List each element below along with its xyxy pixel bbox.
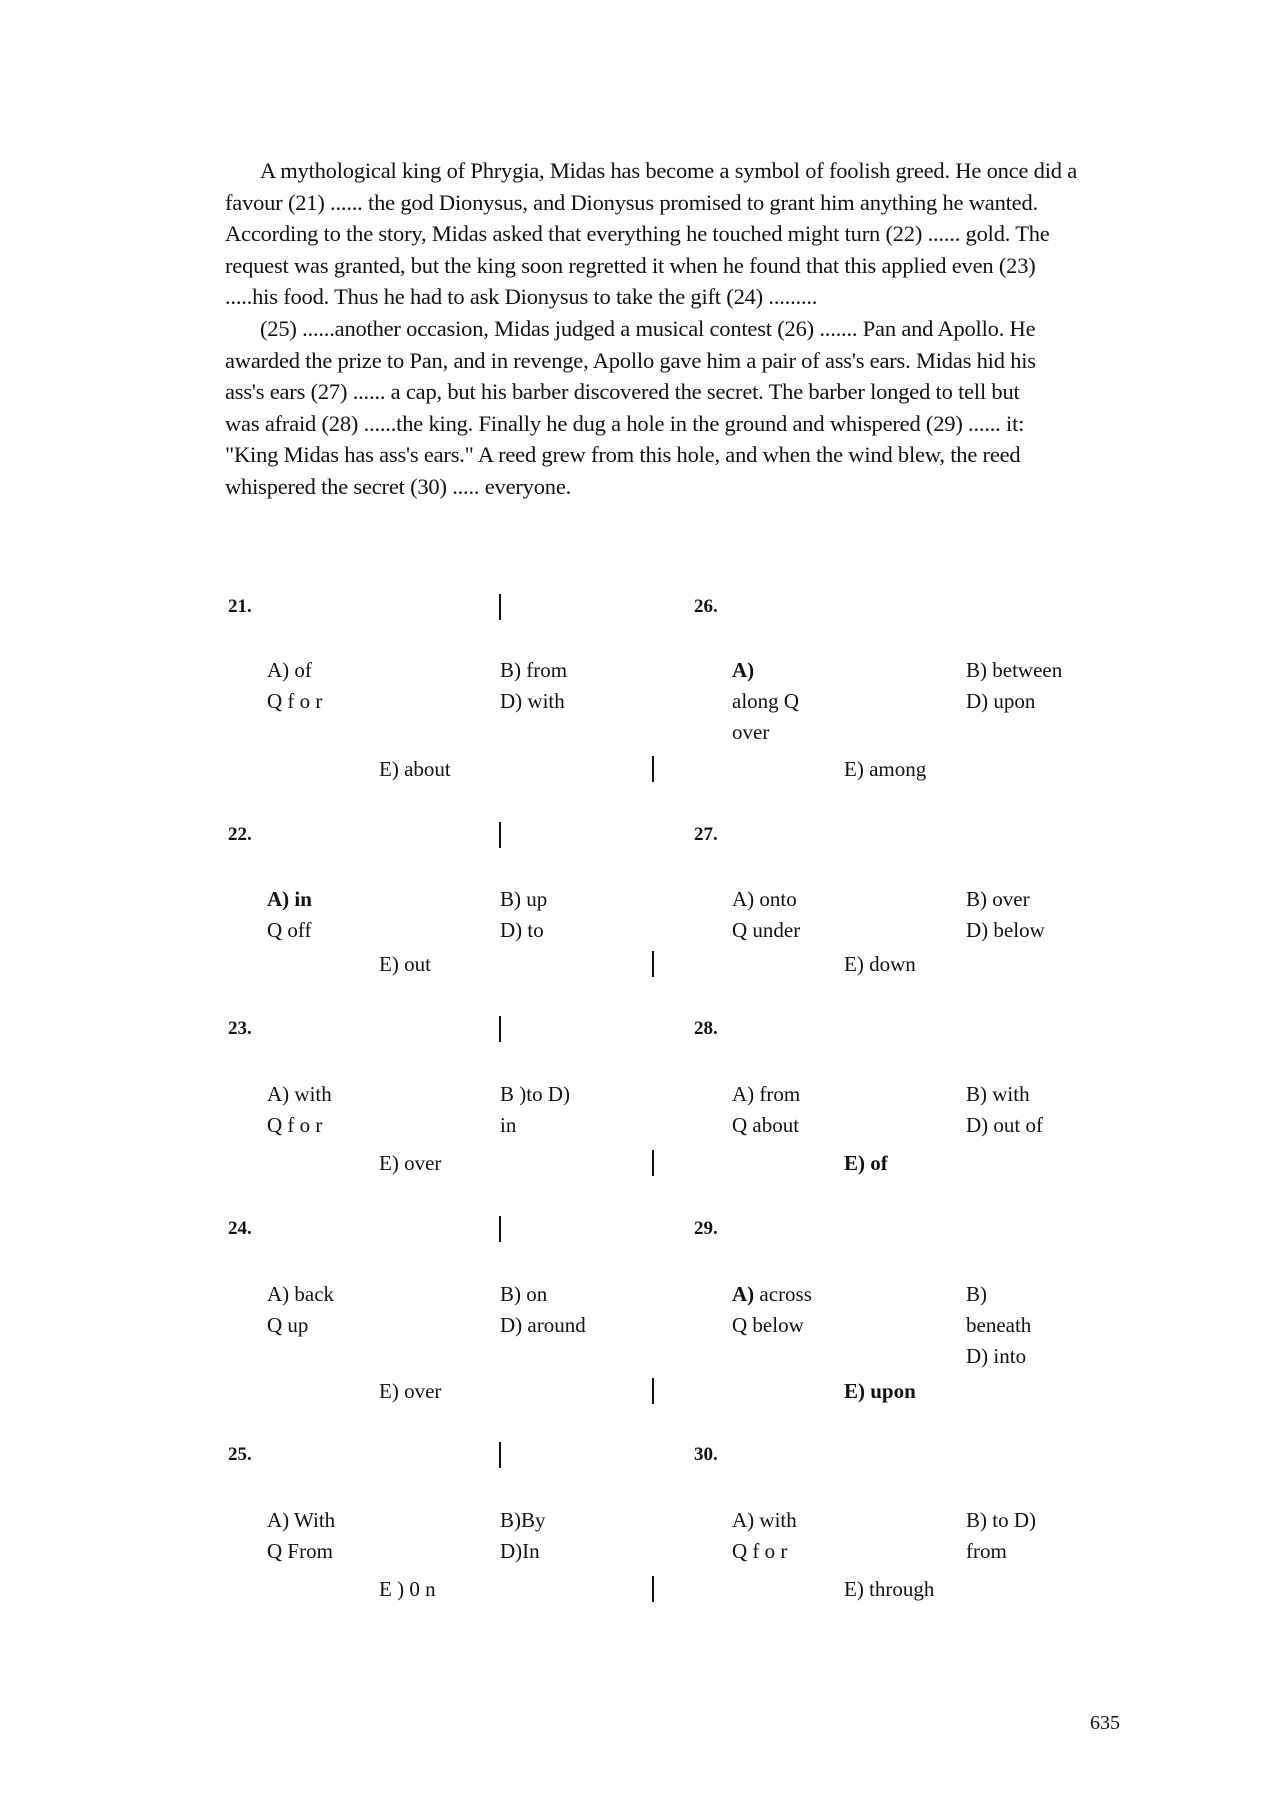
option-text: A) from bbox=[732, 1082, 801, 1106]
question-number: 25. bbox=[228, 1444, 252, 1465]
option-b-line bbox=[966, 1282, 987, 1306]
option-text: Q From bbox=[267, 1539, 333, 1563]
option-text: A) with bbox=[732, 1508, 797, 1532]
option-a-line bbox=[732, 1282, 812, 1306]
passage-line: .....his food. Thus he had to ask Dionysus to take the gift (24) ......... bbox=[225, 284, 818, 310]
option-b-line bbox=[966, 887, 1030, 911]
option-text: B) up bbox=[500, 887, 548, 911]
column-divider bbox=[499, 594, 501, 620]
option-text: E ) 0 n bbox=[379, 1577, 436, 1601]
passage-line: ass's ears (27) ...... a cap, but his barber discovered the secret. The barber longed to tell but bbox=[225, 379, 1020, 405]
answer-bold: E) upon bbox=[844, 1379, 916, 1403]
option-text: D) out of bbox=[966, 1113, 1043, 1137]
option-a-line bbox=[732, 658, 754, 682]
option-text: Q up bbox=[267, 1313, 309, 1337]
option-text: B) between bbox=[966, 658, 1063, 682]
answer-bold: A) bbox=[732, 1282, 755, 1306]
passage-line: whispered the secret (30) ..... everyone. bbox=[225, 473, 572, 499]
passage-line: "King Midas has ass's ears." A reed grew from this hole, and when the wind blew, the reed bbox=[225, 442, 1021, 468]
option-b-line bbox=[966, 918, 1045, 942]
option-e bbox=[379, 1151, 441, 1175]
option-b-line bbox=[966, 1113, 1043, 1137]
option-text: Q off bbox=[267, 918, 312, 942]
option-text: E) down bbox=[844, 952, 916, 976]
column-divider bbox=[652, 1378, 654, 1404]
option-e bbox=[844, 1379, 916, 1403]
passage-line: request was granted, but the king soon regretted it when he found that this applied even (23) bbox=[225, 252, 1036, 278]
passage-line: was afraid (28) ......the king. Finally he dug a hole in the ground and whispered (29) ...... it: bbox=[225, 410, 1025, 436]
question-number: 28. bbox=[694, 1018, 718, 1039]
option-a-line bbox=[732, 1082, 800, 1106]
column-divider bbox=[652, 756, 654, 782]
option-a-line bbox=[267, 658, 312, 682]
option-text: B) over bbox=[966, 887, 1030, 911]
option-e bbox=[379, 952, 431, 976]
option-b-line bbox=[500, 1282, 547, 1306]
column-divider bbox=[499, 822, 501, 848]
question-number: 30. bbox=[694, 1444, 718, 1465]
option-a-line bbox=[267, 1539, 333, 1563]
option-a-line bbox=[267, 1508, 335, 1532]
column-divider bbox=[499, 1442, 501, 1468]
option-text: Q below bbox=[732, 1313, 804, 1337]
option-a-line bbox=[732, 1313, 804, 1337]
option-e bbox=[379, 1577, 436, 1601]
option-b-line bbox=[500, 1508, 546, 1532]
option-text: Q f o r bbox=[267, 1113, 323, 1137]
option-text: D) below bbox=[966, 918, 1045, 942]
option-b-line bbox=[966, 658, 1062, 682]
answer-bold: A) in bbox=[267, 887, 312, 911]
option-text: Q f o r bbox=[267, 689, 323, 713]
column-divider bbox=[499, 1216, 501, 1242]
option-a-line bbox=[732, 689, 799, 713]
option-a-line bbox=[267, 1313, 308, 1337]
option-a-line bbox=[267, 1113, 322, 1137]
option-text: across bbox=[754, 1282, 812, 1306]
option-text: B) from bbox=[500, 658, 568, 682]
option-b-line bbox=[966, 689, 1035, 713]
option-e bbox=[844, 1577, 934, 1601]
option-b-line bbox=[500, 887, 547, 911]
option-text: B) bbox=[966, 1282, 987, 1306]
passage-line: awarded the prize to Pan, and in revenge, Apollo gave him a pair of ass's ears. Midas hid his bbox=[225, 347, 1036, 373]
question-number: 27. bbox=[694, 824, 718, 845]
question-number: 23. bbox=[228, 1018, 252, 1039]
page-number: 635 bbox=[1090, 1712, 1120, 1734]
option-e bbox=[379, 757, 451, 781]
option-text: B) to D) bbox=[966, 1508, 1036, 1532]
option-text: D) into bbox=[966, 1344, 1027, 1368]
option-b-line bbox=[966, 1539, 1007, 1563]
option-a-line bbox=[267, 1282, 334, 1306]
option-b-line bbox=[500, 1082, 570, 1106]
answer-bold: A) bbox=[732, 658, 755, 682]
option-text: Q about bbox=[732, 1113, 800, 1137]
option-a-line bbox=[732, 1113, 799, 1137]
option-b-line bbox=[500, 658, 567, 682]
option-text: B)By bbox=[500, 1508, 546, 1532]
option-text: Q under bbox=[732, 918, 801, 942]
question-number: 21. bbox=[228, 596, 252, 617]
option-text: from bbox=[966, 1539, 1007, 1563]
option-text: along Q bbox=[732, 689, 800, 713]
option-text: Q f o r bbox=[732, 1539, 788, 1563]
option-b-line bbox=[500, 918, 544, 942]
option-a-line bbox=[732, 720, 769, 744]
passage bbox=[225, 155, 1125, 503]
option-b-line bbox=[500, 689, 565, 713]
option-b-line bbox=[966, 1082, 1030, 1106]
option-text: D)In bbox=[500, 1539, 540, 1563]
option-e bbox=[844, 952, 916, 976]
option-e bbox=[379, 1379, 441, 1403]
option-b-line bbox=[966, 1344, 1026, 1368]
column-divider bbox=[652, 951, 654, 977]
option-a-line bbox=[732, 918, 800, 942]
option-text: A) With bbox=[267, 1508, 336, 1532]
option-text: D) to bbox=[500, 918, 544, 942]
option-e bbox=[844, 757, 926, 781]
column-divider bbox=[652, 1576, 654, 1602]
question-number: 24. bbox=[228, 1218, 252, 1239]
option-a-line bbox=[267, 689, 322, 713]
option-text: A) of bbox=[267, 658, 312, 682]
option-text: E) among bbox=[844, 757, 927, 781]
option-a-line bbox=[732, 1539, 787, 1563]
option-text: E) out bbox=[379, 952, 431, 976]
option-a-line bbox=[732, 1508, 797, 1532]
option-text: A) back bbox=[267, 1282, 335, 1306]
option-a-line bbox=[732, 887, 797, 911]
option-a-line bbox=[267, 887, 312, 911]
option-text: E) over bbox=[379, 1151, 442, 1175]
option-b-line bbox=[500, 1113, 516, 1137]
option-text: B )to D) bbox=[500, 1082, 570, 1106]
option-text: over bbox=[732, 720, 770, 744]
option-text: B) with bbox=[966, 1082, 1030, 1106]
question-number: 29. bbox=[694, 1218, 718, 1239]
option-text: beneath bbox=[966, 1313, 1032, 1337]
question-number: 22. bbox=[228, 824, 252, 845]
passage-line: A mythological king of Phrygia, Midas has become a symbol of foolish greed. He once did a bbox=[260, 158, 1078, 183]
passage-line: favour (21) ...... the god Dionysus, and Dionysus promised to grant him anything he wanted. bbox=[225, 189, 1038, 215]
option-text: B) on bbox=[500, 1282, 548, 1306]
option-a-line bbox=[267, 918, 312, 942]
question-number: 26. bbox=[694, 596, 718, 617]
option-text: D) around bbox=[500, 1313, 586, 1337]
option-b-line bbox=[966, 1508, 1036, 1532]
option-text: E) about bbox=[379, 757, 451, 781]
option-text: E) over bbox=[379, 1379, 442, 1403]
answer-bold: E) of bbox=[844, 1151, 888, 1175]
option-b-line bbox=[500, 1313, 586, 1337]
passage-line: According to the story, Midas asked that everything he touched might turn (22) ...... gold. The bbox=[225, 221, 1050, 247]
column-divider bbox=[652, 1150, 654, 1176]
option-a-line bbox=[267, 1082, 332, 1106]
option-text: D) upon bbox=[966, 689, 1036, 713]
column-divider bbox=[499, 1016, 501, 1042]
passage-line: (25) ......another occasion, Midas judged a musical contest (26) ....... Pan and Apollo. He bbox=[260, 315, 1036, 341]
option-text: in bbox=[500, 1113, 517, 1137]
option-text: D) with bbox=[500, 689, 565, 713]
option-e bbox=[844, 1151, 888, 1175]
option-text: A) with bbox=[267, 1082, 332, 1106]
option-text: E) through bbox=[844, 1577, 935, 1601]
option-text: A) onto bbox=[732, 887, 797, 911]
option-b-line bbox=[966, 1313, 1031, 1337]
option-b-line bbox=[500, 1539, 540, 1563]
